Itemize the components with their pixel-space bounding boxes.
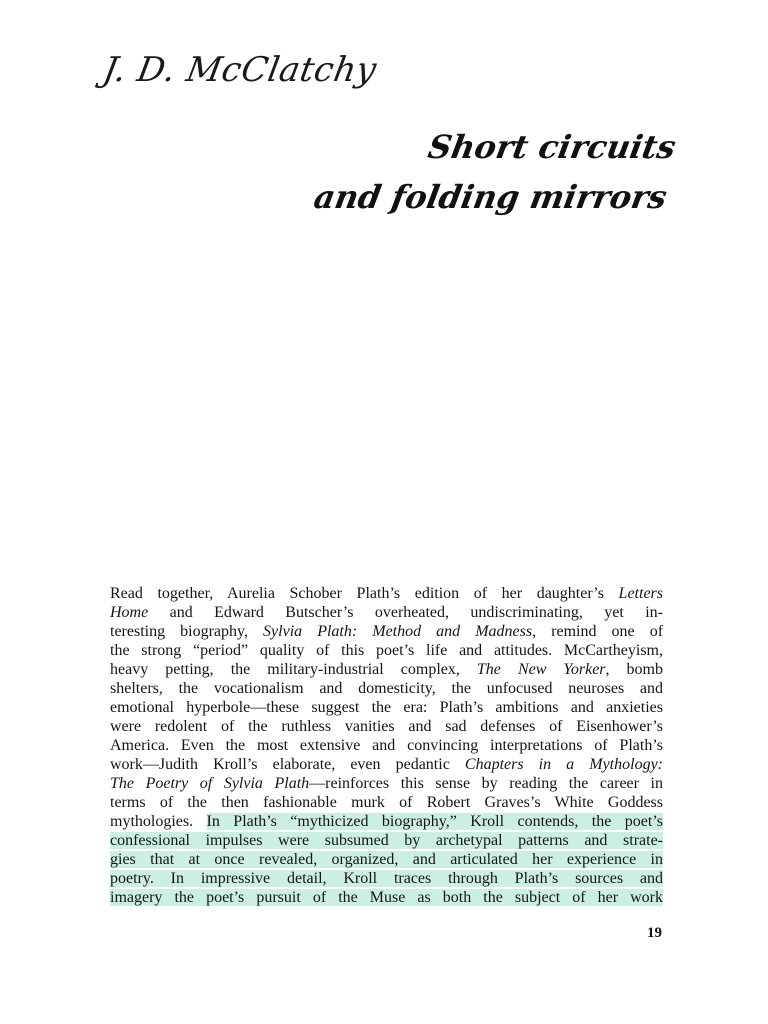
highlighted-text: poetry. In impressive detail, Kroll traces through Plath’s sources and [110,870,663,887]
highlighted-text: imagery the poet’s pursuit of the Muse as both the subject of her work [110,889,663,906]
highlighted-text: gies that at once revealed, organized, and articulated her experience in [110,851,663,868]
text-segment: work—Judith Kroll’s elaborate, even pedantic [110,756,465,773]
text-segment: Sylvia Plath: Method and Madness [263,623,533,640]
text-line [110,755,663,774]
text-line [110,888,663,907]
text-segment: and Edward Butscher’s overheated, undiscriminating, yet in- [148,604,663,621]
author-name: J. D. McClatchy [100,50,380,90]
text-segment: Letters [618,585,663,602]
text-line [110,679,663,698]
title-line-2: and folding mirrors [311,178,670,216]
text-line [110,584,663,603]
text-segment: terms of the then fashionable murk of Robert Graves’s White Goddess [110,794,663,811]
highlighted-text: In Plath’s “mythicized biography,” Kroll contends, the poet’s [206,813,663,830]
text-segment: shelters, the vocationalism and domesticity, the unfocused neuroses and [110,680,663,697]
text-line [110,717,663,736]
text-line [110,622,663,641]
text-segment: , remind one of [532,623,664,640]
text-line [110,641,663,660]
text-segment: The New Yorker [476,661,606,678]
text-segment: emotional hyperbole—these suggest the era: Plath’s ambitions and anxieties [110,699,663,716]
text-line [110,850,663,869]
text-segment: The Poetry of Sylvia Plath [110,775,310,792]
title-line-1: Short circuits [425,128,679,166]
essay-title [310,122,680,222]
text-segment: America. Even the most extensive and convincing interpretations of Plath’s [110,737,663,754]
text-line [110,831,663,850]
text-line [110,869,663,888]
text-segment: Home [110,604,149,621]
text-line [110,793,663,812]
highlighted-text: confessional impulses were subsumed by archetypal patterns and strate- [110,832,663,849]
text-line [110,660,663,679]
body-paragraph [110,584,663,907]
text-segment: teresting biography, [110,623,264,640]
text-line [110,698,663,717]
text-segment: were redolent of the ruthless vanities and sad defenses of Eisenhower’s [110,718,663,735]
text-line [110,603,663,622]
text-segment: , bomb [605,661,663,678]
text-segment: mythologies. [110,813,207,830]
page-number: 19 [647,925,662,941]
text-line [110,774,663,793]
text-line [110,736,663,755]
text-segment: heavy petting, the military-industrial complex, [110,661,477,678]
text-segment: Read together, Aurelia Schober Plath’s edition of her daughter’s [110,585,619,602]
text-segment: the strong “period” quality of this poet’s life and attitudes. McCartheyism, [110,642,663,659]
text-segment: Chapters in a Mythology: [464,756,664,773]
text-line [110,812,663,831]
text-segment: —reinforces this sense by reading the career in [309,775,663,792]
